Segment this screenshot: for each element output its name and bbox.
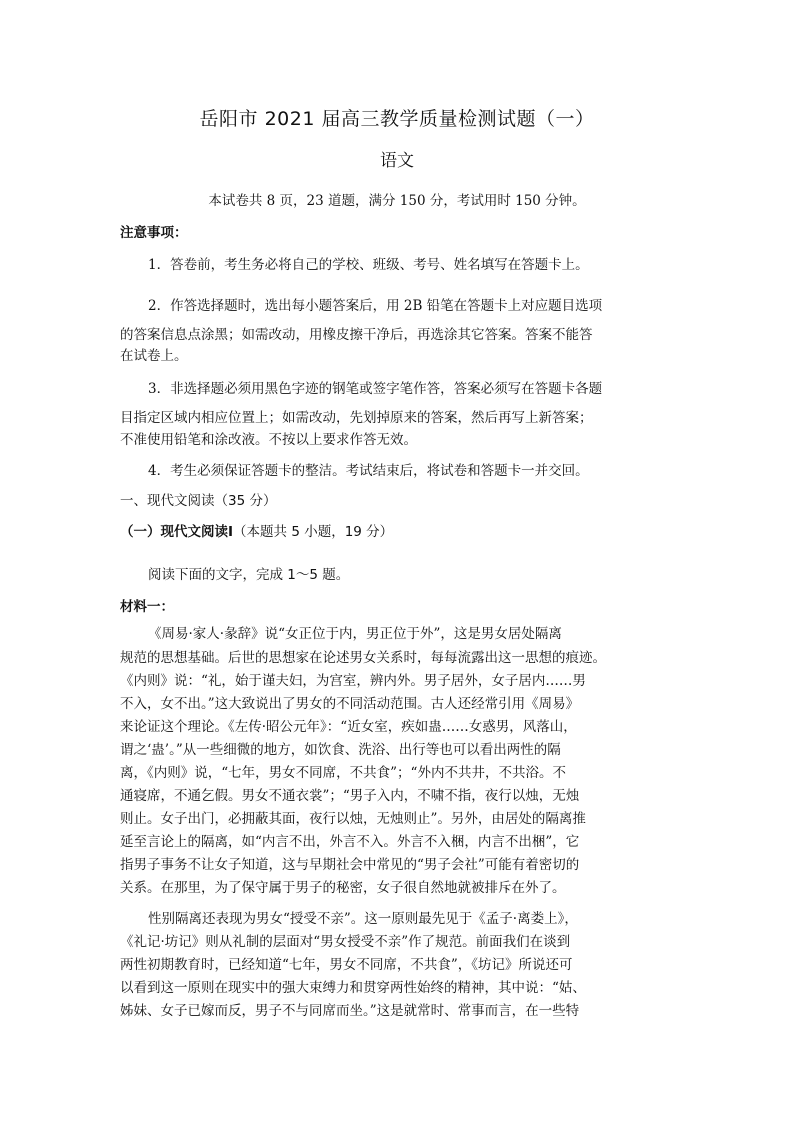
subsection-title: （一）现代文阅读Ⅰ [120, 524, 234, 540]
passage-line: 离，《内则》说，“七年，男女不同席，不共食”；“外内不共井，不共浴。不 [120, 765, 566, 781]
passage-line: 来论证这个理论。《左传·昭公元年》：“近女室，疾如蛊……女惑男，风落山， [120, 719, 577, 735]
page-title: 岳阳市 2021 届高三教学质量检测试题（一） [199, 108, 595, 130]
passage-line: 不入，女不出。”这大致说出了男女的不同活动范围。古人还经常引用《周易》 [120, 696, 580, 712]
material-label: 材料一： [120, 599, 174, 615]
notes-heading: 注意事项： [120, 225, 188, 241]
passage-line: 指男子事务不让女子知道，这与早期社会中常见的“男子会社”可能有着密切的 [120, 857, 580, 873]
passage-line: 通寝席，不通乞假。男女不通衣裳”；“男子入内，不啸不指，夜行以烛，无烛 [120, 788, 580, 804]
passage-line: 《内则》说：“礼，始于谨夫妇，为宫室，辨内外。男子居外，女子居内……男 [120, 673, 586, 689]
passage-line: 则止。女子出门，必拥蔽其面，夜行以烛，无烛则止”。另外，由居处的隔离推 [120, 811, 586, 827]
passage-line: 《周易·家人·彖辞》说“女正位于内，男正位于外”，这是男女居处隔离 [148, 626, 562, 642]
subsection-detail: （本题共 5 小题，19 分） [233, 524, 394, 540]
passage-line: 规范的思想基础。后世的思想家在论述男女关系时，每每流露出这一思想的痕迹。 [120, 650, 606, 666]
passage-line: 以看到这一原则在现实中的强大束缚力和贯穿两性始终的精神，其中说：“姑、 [120, 980, 586, 996]
passage-line: 延至言论上的隔离，如“内言不出，外言不入。外言不入梱，内言不出梱”，它 [120, 834, 580, 850]
note-item: 4．考生必须保证答题卡的整洁。考试结束后，将试卷和答题卡一并交回。 [148, 463, 589, 479]
note-item-continued: 的答案信息点涂黑；如需改动，用橡皮擦干净后，再选涂其它答案。答案不能答 [120, 327, 593, 343]
note-item: 1．答卷前，考生务必将自己的学校、班级、考号、姓名填写在答题卡上。 [148, 257, 589, 273]
note-item-continued: 不准使用铅笔和涂改液。不按以上要求作答无效。 [120, 432, 417, 448]
section-heading: 一、现代文阅读（35 分） [120, 493, 277, 509]
note-item: 3．非选择题必须用黑色字迹的钢笔或签字笔作答，答案必须写在答题卡各题 [148, 381, 603, 397]
passage-line: 性别隔离还表现为男女“授受不亲”。这一原则最先见于《孟子·离娄上》， [148, 911, 578, 927]
reading-instruction: 阅读下面的文字，完成 1～5 题。 [148, 567, 350, 583]
passage-line: 关系。在那里，为了保守属于男子的秘密，女子很自然地就被排斥在外了。 [120, 880, 566, 896]
passage-line: 两性初期教育时，已经知道“七年，男女不同席，不共食”，《坊记》所说还可 [120, 957, 573, 973]
note-item: 2．作答选择题时，选出每小题答案后，用 2B 铅笔在答题卡上对应题目选项 [148, 298, 603, 314]
passage-line: 姊妹、女子已嫁而反，男子不与同席而坐。”这是就常时、常事而言，在一些特 [120, 1003, 580, 1019]
subsection-heading [120, 522, 680, 542]
passage-line: 《礼记·坊记》则从礼制的层面对“男女授受不亲”作了规范。前面我们在谈到 [120, 934, 571, 950]
note-item-continued: 目指定区域内相应位置上；如需改动，先划掉原来的答案，然后再写上新答案； [120, 410, 593, 426]
subject-title: 语文 [380, 151, 414, 171]
exam-info: 本试卷共 8 页，23 道题，满分 150 分，考试用时 150 分钟。 [208, 193, 586, 209]
note-item-continued: 在试卷上。 [120, 348, 188, 364]
passage-line: 谓之‘蛊’。”从一些细微的地方，如饮食、洗浴、出行等也可以看出两性的隔 [120, 742, 561, 758]
